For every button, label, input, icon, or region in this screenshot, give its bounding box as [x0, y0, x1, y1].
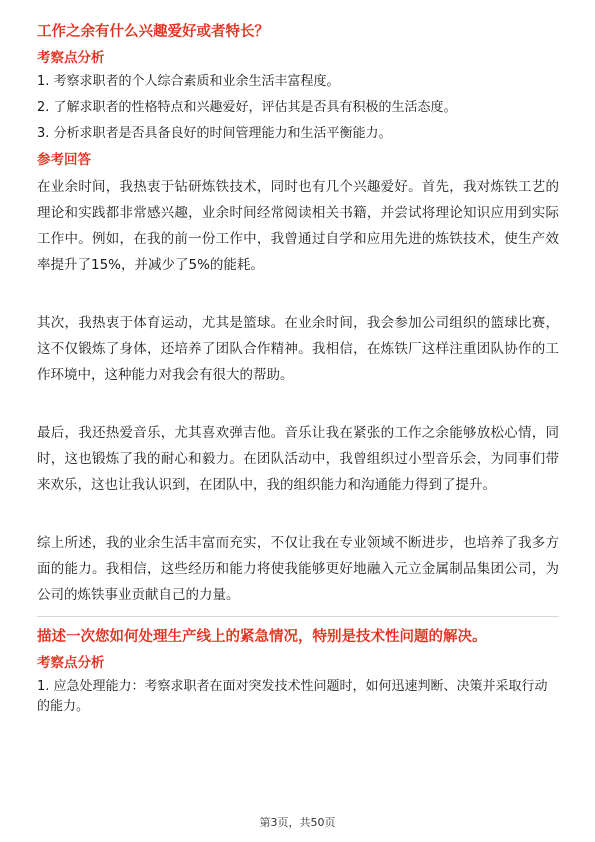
analysis-list: [37, 677, 559, 717]
analysis-point: 1. 考察求职者的个人综合素质和业余生活丰富程度。: [37, 74, 340, 89]
answer-heading: 参考回答: [37, 152, 91, 168]
analysis-point: 3. 分析求职者是否具备良好的时间管理能力和生活平衡能力。: [37, 126, 392, 141]
answer-body: [37, 174, 559, 608]
question-title: 工作之余有什么兴趣爱好或者特长？: [37, 24, 269, 40]
analysis-heading: 考察点分析: [37, 655, 105, 671]
page-number: 第3页，共50页: [259, 816, 336, 829]
answer-paragraph: 综上所述，我的业余生活丰富而充实，不仅让我在专业领域不断进步，也培养了我多方面的能力。我相信，这些经历和能力将使我能够更好地融入元立金属制品集团公司，为公司的炼铁事业贡献自己的力量。: [37, 535, 559, 603]
analysis-heading: 考察点分析: [37, 50, 105, 66]
analysis-point: 2. 了解求职者的性格特点和兴趣爱好，评估其是否具有积极的生活态度。: [37, 100, 457, 115]
document-page: [37, 22, 559, 723]
answer-paragraph: 在业余时间，我热衷于钻研炼铁技术，同时也有几个兴趣爱好。首先，我对炼铁工艺的理论和实践都非常感兴趣，业余时间经常阅读相关书籍，并尝试将理论知识应用到实际工作中。例如，在我的前一份工作中，我曾通过自学和应用先进的炼铁技术，使生产效率提升了15%，并减少了5%的能耗。: [37, 179, 559, 273]
answer-paragraph: 最后，我还热爱音乐，尤其喜欢弹吉他。音乐让我在紧张的工作之余能够放松心情，同时，这也锻炼了我的耐心和毅力。在团队活动中，我曾组织过小型音乐会，为同事们带来欢乐，这也让我认识到，在团队中，我的组织能力和沟通能力得到了提升。: [37, 425, 559, 493]
answer-paragraph: 其次，我热衷于体育运动，尤其是篮球。在业余时间，我会参加公司组织的篮球比赛，这不仅锻炼了身体，还培养了团队合作精神。我相信，在炼铁厂这样注重团队协作的工作环境中，这种能力对我会有很大的帮助。: [37, 315, 559, 383]
analysis-list: [37, 72, 559, 144]
analysis-point: 1. 应急处理能力：考察求职者在面对突发技术性问题时，如何迅速判断、决策并采取行动的能力。: [37, 679, 548, 714]
question-title: 描述一次您如何处理生产线上的紧急情况，特别是技术性问题的解决。: [37, 629, 487, 645]
section-divider: [37, 616, 559, 617]
